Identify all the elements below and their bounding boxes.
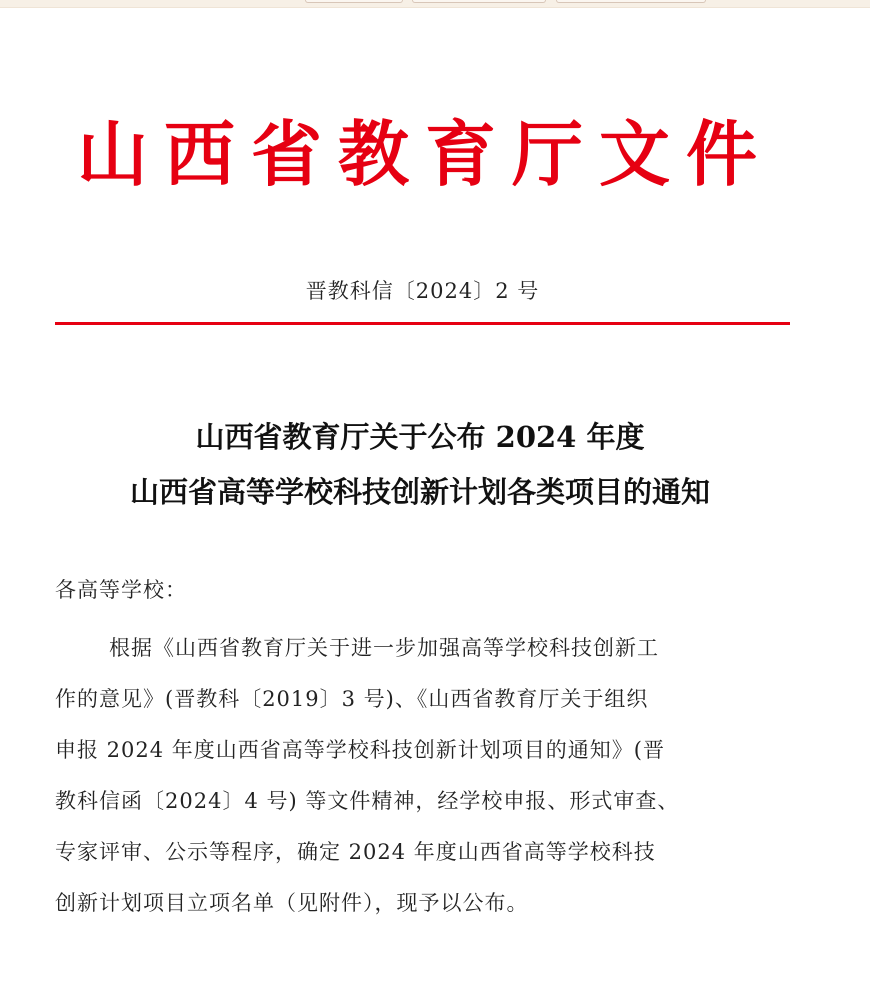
- toolbar-tab[interactable]: [305, 0, 403, 3]
- body-line: 根据《山西省教育厅关于进一步加强高等学校科技创新工: [109, 636, 659, 660]
- notice-title-line-2: 山西省高等学校科技创新计划各类项目的通知: [129, 475, 710, 509]
- notice-title: [40, 410, 800, 520]
- header-red-divider: [55, 322, 790, 325]
- body-line: 作的意见》(晋教科〔2019〕3 号)、《山西省教育厅关于组织: [55, 687, 649, 711]
- body-line: 教科信函〔2024〕4 号) 等文件精神，经学校申报、形式审查、: [55, 789, 680, 813]
- body-line: 创新计划项目立项名单（见附件），现予以公布。: [55, 891, 529, 915]
- document-header-title: 山西省教育厅文件: [76, 113, 773, 196]
- toolbar-tab[interactable]: [412, 0, 546, 3]
- body-line: 专家评审、公示等程序，确定 2024 年度山西省高等学校科技: [55, 840, 656, 864]
- notice-body: [55, 623, 795, 929]
- body-line: 申报 2024 年度山西省高等学校科技创新计划项目的通知》(晋: [55, 738, 665, 762]
- notice-title-line-1: 山西省教育厅关于公布 2024 年度: [195, 420, 645, 454]
- document-number: 晋教科信〔2024〕2 号: [305, 279, 540, 303]
- top-toolbar-strip: [0, 0, 870, 8]
- salutation: 各高等学校：: [55, 578, 187, 602]
- toolbar-tab[interactable]: [556, 0, 706, 3]
